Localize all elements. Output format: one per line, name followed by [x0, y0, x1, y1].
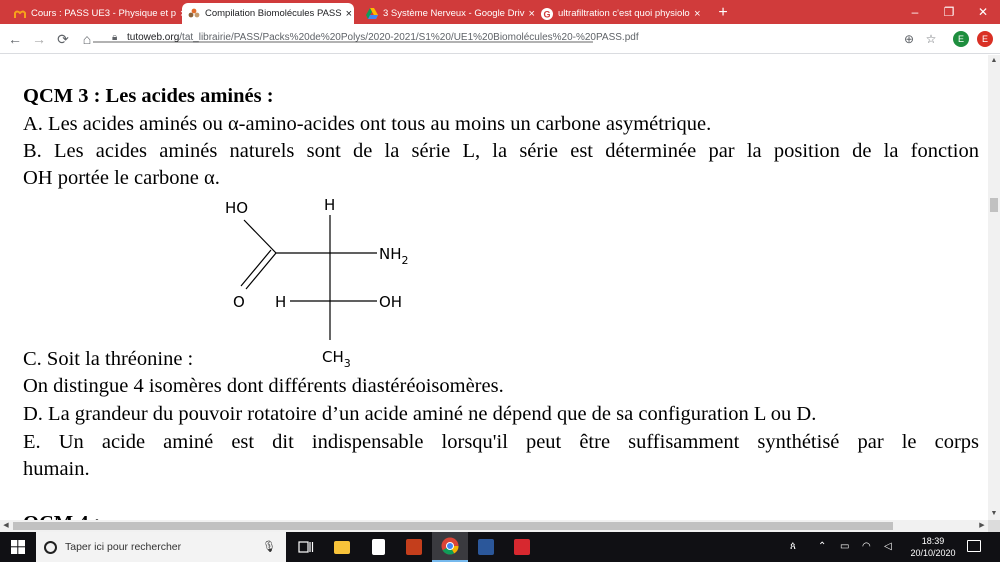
battery-icon[interactable]: ▭	[840, 541, 850, 552]
nh2-sub: 2	[401, 254, 409, 267]
google-icon	[541, 8, 553, 20]
browser-toolbar	[0, 24, 1000, 54]
tab-ultrafiltration[interactable]	[535, 3, 707, 24]
windows-taskbar	[0, 532, 1000, 562]
notification-icon[interactable]	[967, 540, 981, 552]
label-h-left: H	[275, 293, 287, 311]
new-tab-button[interactable]: +	[718, 4, 728, 21]
option-b-line-1: B. Les acides aminés naturels sont de la série L, la série est déterminée par la position de la fonction	[23, 140, 979, 162]
ch3-sub: 3	[343, 357, 351, 370]
bond-co-1	[246, 253, 276, 289]
close-icon[interactable]: ×	[528, 7, 535, 20]
tab-label: 3 Système Nerveux - Google Driv	[383, 8, 525, 19]
wifi-icon[interactable]: ◠	[862, 541, 871, 552]
url-path: /tat_librairie/PASS/Packs%20de%20Polys/2020-2021/S1%20/UE1%20Biomolécules%20-%20PASS.pdf	[179, 32, 639, 43]
cortana-icon	[44, 541, 57, 554]
volume-icon[interactable]: ◁	[884, 541, 892, 552]
reload-icon[interactable]: ⟳	[57, 31, 69, 47]
clock-date: 20/10/2020	[910, 548, 956, 558]
people-icon[interactable]: ጰ	[790, 541, 796, 552]
tab-strip	[0, 0, 1000, 24]
taskbar-search-box[interactable]	[36, 532, 286, 562]
home-icon[interactable]: ⌂	[82, 31, 92, 47]
scroll-right-icon[interactable]: ▶	[979, 522, 985, 529]
extension-icon[interactable]: E	[977, 31, 993, 47]
google-drive-icon	[366, 8, 378, 20]
close-icon[interactable]: ×	[694, 7, 701, 20]
label-o: O	[233, 293, 245, 311]
taskbar-clock[interactable]	[908, 535, 958, 559]
question-title: QCM 3 : Les acides aminés :	[23, 85, 274, 107]
option-c: C. Soit la thréonine :	[23, 348, 194, 370]
horizontal-scrollbar[interactable]	[0, 520, 988, 532]
option-e-line-1: E. Un acide aminé est dit indispensable lorsqu'il peut être suffisamment synthétisé par le corps	[23, 431, 979, 453]
clock-time: 18:39	[921, 536, 945, 546]
bookmark-star-icon[interactable]: ☆	[925, 32, 937, 46]
profile-avatar[interactable]: E	[953, 31, 969, 47]
threonine-structure	[215, 195, 445, 375]
powerpoint-icon[interactable]	[396, 532, 432, 562]
tab-label: Compilation Biomolécules PASS	[205, 8, 342, 19]
vertical-scroll-thumb[interactable]	[990, 198, 998, 212]
forward-icon[interactable]: →	[32, 31, 46, 47]
windows-start-icon[interactable]	[0, 532, 36, 562]
notepad-icon[interactable]	[360, 532, 396, 562]
search-placeholder: Taper ici pour rechercher	[65, 541, 182, 553]
back-icon[interactable]: ←	[8, 31, 22, 47]
tab-ue3-physique[interactable]	[8, 3, 180, 24]
option-c-line-2: On distingue 4 isomères dont différents diastéréoisomères.	[23, 375, 504, 397]
scroll-up-icon[interactable]: ▲	[990, 57, 998, 64]
scroll-down-icon[interactable]: ▼	[990, 510, 998, 517]
microphone-icon[interactable]: 🎙︎	[262, 541, 276, 553]
tab-label: Cours : PASS UE3 - Physique et p	[31, 8, 177, 19]
label-nh2	[379, 245, 409, 267]
option-e-line-2: humain.	[23, 458, 90, 480]
horizontal-scroll-thumb[interactable]	[13, 522, 893, 530]
task-view-icon[interactable]	[288, 532, 324, 562]
bond-ho	[244, 220, 276, 253]
vertical-scrollbar[interactable]	[988, 55, 1000, 520]
ch3-main: CH	[322, 348, 344, 366]
pdf-viewport[interactable]	[0, 55, 988, 520]
acrobat-icon[interactable]	[504, 532, 540, 562]
option-a: A. Les acides aminés ou α-amino-acides ont tous au moins un carbone asymétrique.	[23, 113, 712, 135]
url-host: tutoweb.org	[127, 32, 180, 43]
tab-compilation-biomolecules[interactable]	[182, 3, 354, 24]
tab-label: ultrafiltration c'est quoi physiolo	[558, 8, 690, 19]
bond-co-2	[241, 250, 271, 286]
option-d: D. La grandeur du pouvoir rotatoire d’un acide aminé ne dépend que de sa configuration L ou D.	[23, 403, 817, 425]
close-icon[interactable]: ×	[345, 7, 353, 20]
file-explorer-icon[interactable]	[324, 532, 360, 562]
label-ch3	[322, 348, 351, 370]
label-ho: HO	[225, 199, 249, 217]
scroll-left-icon[interactable]: ◀	[3, 522, 9, 529]
tab-systeme-nerveux[interactable]	[360, 3, 535, 24]
close-window-button[interactable]: ✕	[977, 5, 989, 19]
label-h-top: H	[324, 196, 336, 214]
option-b-line-2: OH portée le carbone α.	[23, 167, 220, 189]
moodle-flower-icon	[188, 8, 200, 20]
nh2-main: NH	[379, 245, 402, 263]
chrome-icon[interactable]	[432, 532, 468, 562]
moodle-icon	[14, 8, 26, 20]
svg-text:G: G	[543, 9, 551, 19]
zoom-icon[interactable]: ⊕	[903, 32, 915, 46]
minimize-button[interactable]: –	[911, 5, 919, 19]
lock-icon[interactable]: 🔒︎	[112, 32, 118, 43]
word-icon[interactable]	[468, 532, 504, 562]
label-oh: OH	[379, 293, 403, 311]
chevron-up-icon[interactable]: ⌃	[818, 541, 827, 552]
scrollbar-corner	[988, 520, 1000, 532]
restore-button[interactable]: ❐	[943, 5, 955, 19]
previous-content-edge	[93, 41, 593, 45]
